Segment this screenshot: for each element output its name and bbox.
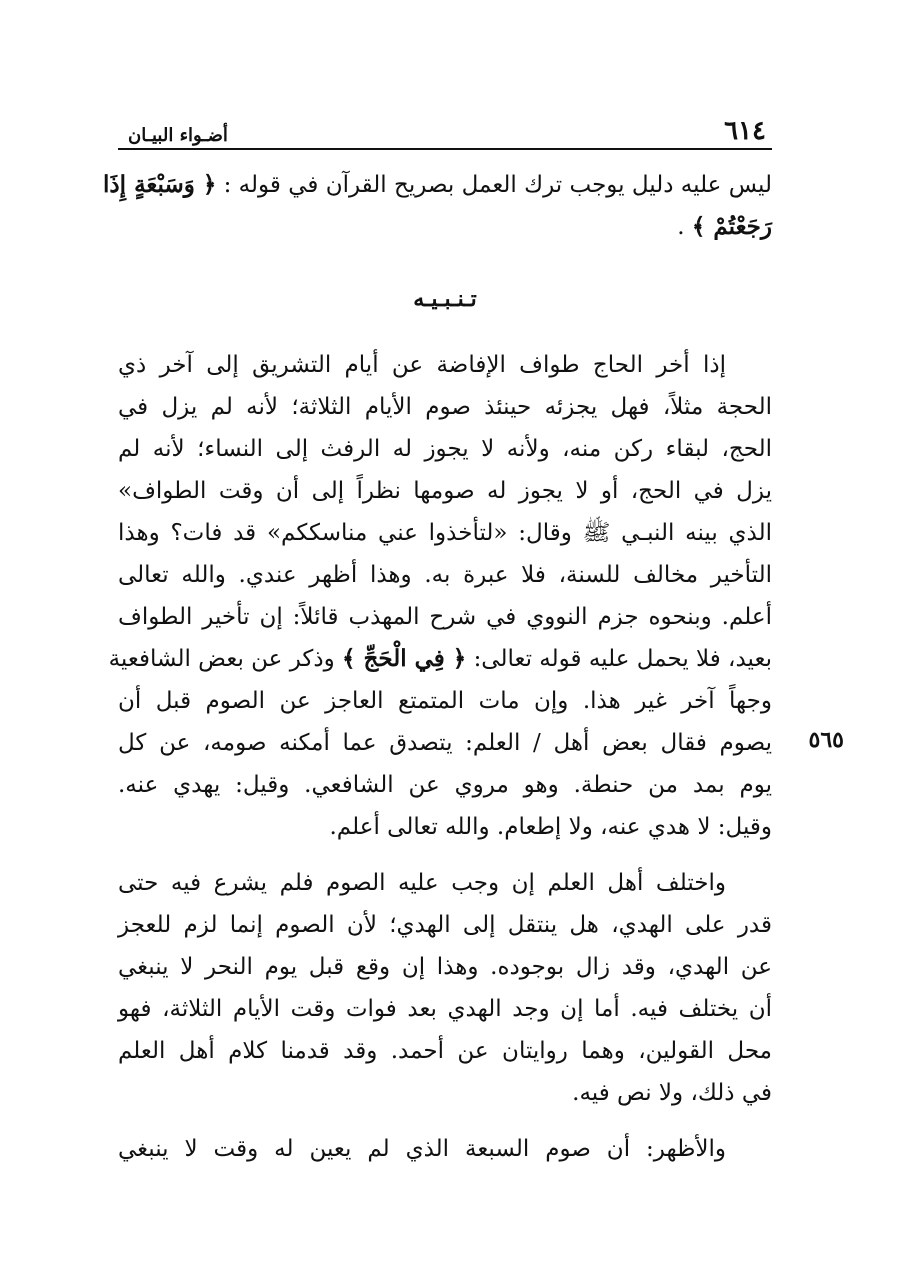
text-line: التأخير مخالف للسنة، فلا عبرة به. وهذا أظهر عندي. والله تعالى xyxy=(118,562,772,588)
paragraph-text: ليس عليه دليل يوجب ترك العمل بصريح القرآن في قوله : xyxy=(223,172,772,198)
text-line: قدر على الهدي، هل ينتقل إلى الهدي؛ لأن الصوم إنما لزم للعجز xyxy=(118,912,772,938)
margin-page-reference: ٥٦٥ xyxy=(808,727,844,753)
text-line: يزل في الحج، أو لا يجوز له صومها نظراً إلى أن وقت الطواف» xyxy=(118,478,772,504)
running-title: أضـواء البيـان xyxy=(128,125,228,146)
text-line: والأظهر: أن صوم السبعة الذي لم يعين له وقت لا ينبغي xyxy=(118,1136,726,1162)
quran-quote: رَجَعْتُمْ ﴾ xyxy=(691,213,772,240)
text-line: وجهاً آخر غير هذا. وإن مات المتمتع العاجز عن الصوم قبل أن xyxy=(118,688,772,714)
book-page xyxy=(103,108,844,1170)
text-line: الحجة مثلاً، فهل يجزئه حينئذ صوم الأيام الثلاثة؛ لأنه لم يزل في xyxy=(118,394,772,420)
quran-quote: ﴿ وَسَبْعَةٍ إِذَا xyxy=(103,171,217,198)
quran-quote: ﴿ فِي الْحَجِّ ﴾ xyxy=(342,645,467,672)
paragraph-text: يصوم فقال بعض أهل / العلم: يتصدق عما أمكنه صومه، عن كل xyxy=(118,730,772,756)
text-line: وقيل: لا هدي عنه، ولا إطعام. والله تعالى أعلم. xyxy=(329,814,772,840)
paragraph-azhar xyxy=(118,1128,772,1170)
paragraph-quran-reference xyxy=(103,164,772,248)
paragraph-text: وذكر عن بعض الشافعية xyxy=(108,646,335,672)
paragraph-tanbih xyxy=(108,344,772,848)
paragraph-text: بعيد، فلا يحمل عليه قوله تعالى: xyxy=(473,646,772,672)
text-line: أن يختلف فيه. أما إن وجد الهدي بعد فوات وقت الأيام الثلاثة، فهو xyxy=(118,996,772,1022)
text-line: الذي بينه النبـي ﷺ وقال: «لتأخذوا عني مناسككم» قد فات؟ وهذا xyxy=(118,520,772,546)
page-number: ٦١٤ xyxy=(724,116,766,146)
text-line: إذا أخر الحاج طواف الإفاضة عن أيام التشريق إلى آخر ذي xyxy=(118,352,726,378)
text-line: عن الهدي، وقد زال بوجوده. وهذا إن وقع قبل يوم النحر لا ينبغي xyxy=(118,954,772,980)
page-body xyxy=(103,164,772,1170)
text-line: في ذلك، ولا نص فيه. xyxy=(572,1080,772,1106)
text-line xyxy=(118,722,772,764)
text-line: يوم بمد من حنطة. وهو مروي عن الشافعي. وقيل: يهدي عنه. xyxy=(118,772,772,798)
text-line: أعلم. وبنحوه جزم النووي في شرح المهذب قائلاً: إن تأخير الطواف xyxy=(118,604,772,630)
page-header xyxy=(118,108,772,150)
text-line: الحج، لبقاء ركن منه، ولأنه لا يجوز له الرفث إلى النساء؛ لأنه لم xyxy=(118,436,772,462)
text-line: محل القولين، وهما روايتان عن أحمد. وقد قدمنا كلام أهل العلم xyxy=(118,1038,772,1064)
text-line xyxy=(108,638,772,680)
section-heading: تـنـبـيـه xyxy=(413,286,477,312)
text-line: واختلف أهل العلم إن وجب عليه الصوم فلم يشرع فيه حتى xyxy=(118,870,726,896)
paragraph-text: . xyxy=(677,214,692,240)
paragraph-ikhtilaf xyxy=(118,862,772,1114)
